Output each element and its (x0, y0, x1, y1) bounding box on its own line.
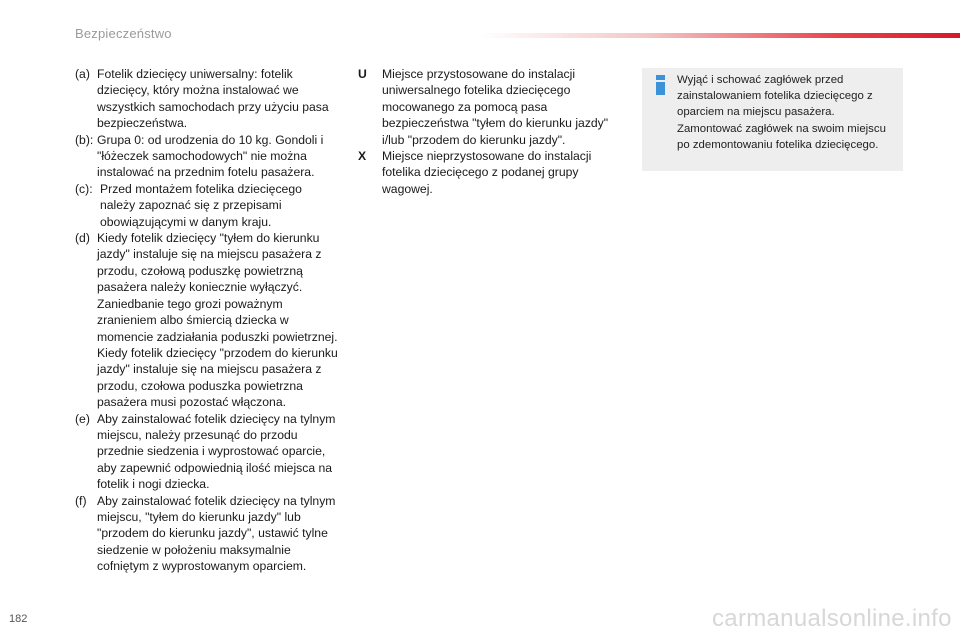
list-item-c (75, 181, 340, 230)
item-label: (e) (75, 411, 90, 426)
list-item-f (75, 493, 340, 575)
item-text-part-1: Kiedy fotelik dziecięcy "tyłem do kierunku jazdy" instaluje się na miejscu pasażera z przodu, czołową poduszkę powietrzną pasażera należy koniecznie wyłączyć. Zaniedbanie tego grozi poważnym zranieniem albo śmiercią dziecka w momencie zadziałania poduszki powietrznej. (97, 231, 338, 344)
list-item-a (75, 66, 340, 132)
list-item-d (75, 230, 340, 410)
list-item-e (75, 411, 340, 493)
section-title: Bezpieczeństwo (75, 26, 172, 41)
item-text-part-2: Kiedy fotelik dziecięcy "przodem do kierunku jazdy" instaluje się na miejscu pasażera z przodu, czołowa poduszka powietrzna pasażera musi pozostać włączona. (97, 345, 338, 410)
middle-column (358, 66, 620, 197)
item-text: Aby zainstalować fotelik dziecięcy na tylnym miejscu, "tyłem do kierunku jazdy" lub "przodem do kierunku jazdy", ustawić tylne siedzenie w położeniu maksymalnie cofniętym z wyprostowanym oparciem. (97, 493, 336, 574)
item-text: Przed montażem fotelika dziecięcego należy zapoznać się z przepisami obowiązującymi w danym kraju. (100, 181, 302, 229)
item-label: (c): (75, 181, 93, 196)
left-column (75, 66, 340, 575)
legend-text: Miejsce przystosowane do instalacji uniwersalnego fotelika dziecięcego mocowanego za pomocą pasa bezpieczeństwa "tyłem do kierunku jazdy" i/lub "przodem do kierunku jazdy". (382, 67, 609, 147)
item-text: Aby zainstalować fotelik dziecięcy na tylnym miejscu, należy przesunąć do przodu przednie siedzenia i wyprostować oparcie, aby zapewnić odpowiednią ilość miejsca na fotelik i nogi dziecka. (97, 411, 336, 492)
item-label: (a) (75, 67, 90, 81)
item-label: (d) (75, 231, 90, 246)
legend-text: Miejsce nieprzystosowane do instalacji fotelika dziecięcego z podanej grupy wagowej. (382, 149, 592, 196)
item-label: (b): (75, 132, 94, 147)
list-item-b (75, 132, 340, 181)
legend-label: U (358, 67, 367, 81)
header-accent-rule (480, 33, 960, 38)
item-text: Grupa 0: od urodzenia do 10 kg. Gondoli i "łóżeczek samochodowych" nie można instalować na przednim fotelu pasażera. (97, 132, 324, 180)
item-text (97, 230, 340, 410)
info-box (642, 68, 903, 171)
legend-label: X (358, 149, 367, 164)
legend-item-x (358, 148, 620, 197)
info-icon (655, 75, 666, 95)
item-label: (f) (75, 493, 87, 508)
page-number: 182 (9, 613, 28, 625)
legend-item-u (358, 66, 620, 148)
info-text: Wyjąć i schować zagłówek przed zainstalowaniem fotelika dziecięcego z oparciem na miejscu pasażera. Zamontować zagłówek na swoim miejscu po zdemontowaniu fotelika dziecięcego. (677, 74, 886, 151)
item-text: Fotelik dziecięcy uniwersalny: fotelik dziecięcy, który można instalować we wszystkich samochodach przy użyciu pasa bezpieczeństwa. (97, 67, 329, 131)
watermark: carmanualsonline.info (712, 605, 952, 632)
